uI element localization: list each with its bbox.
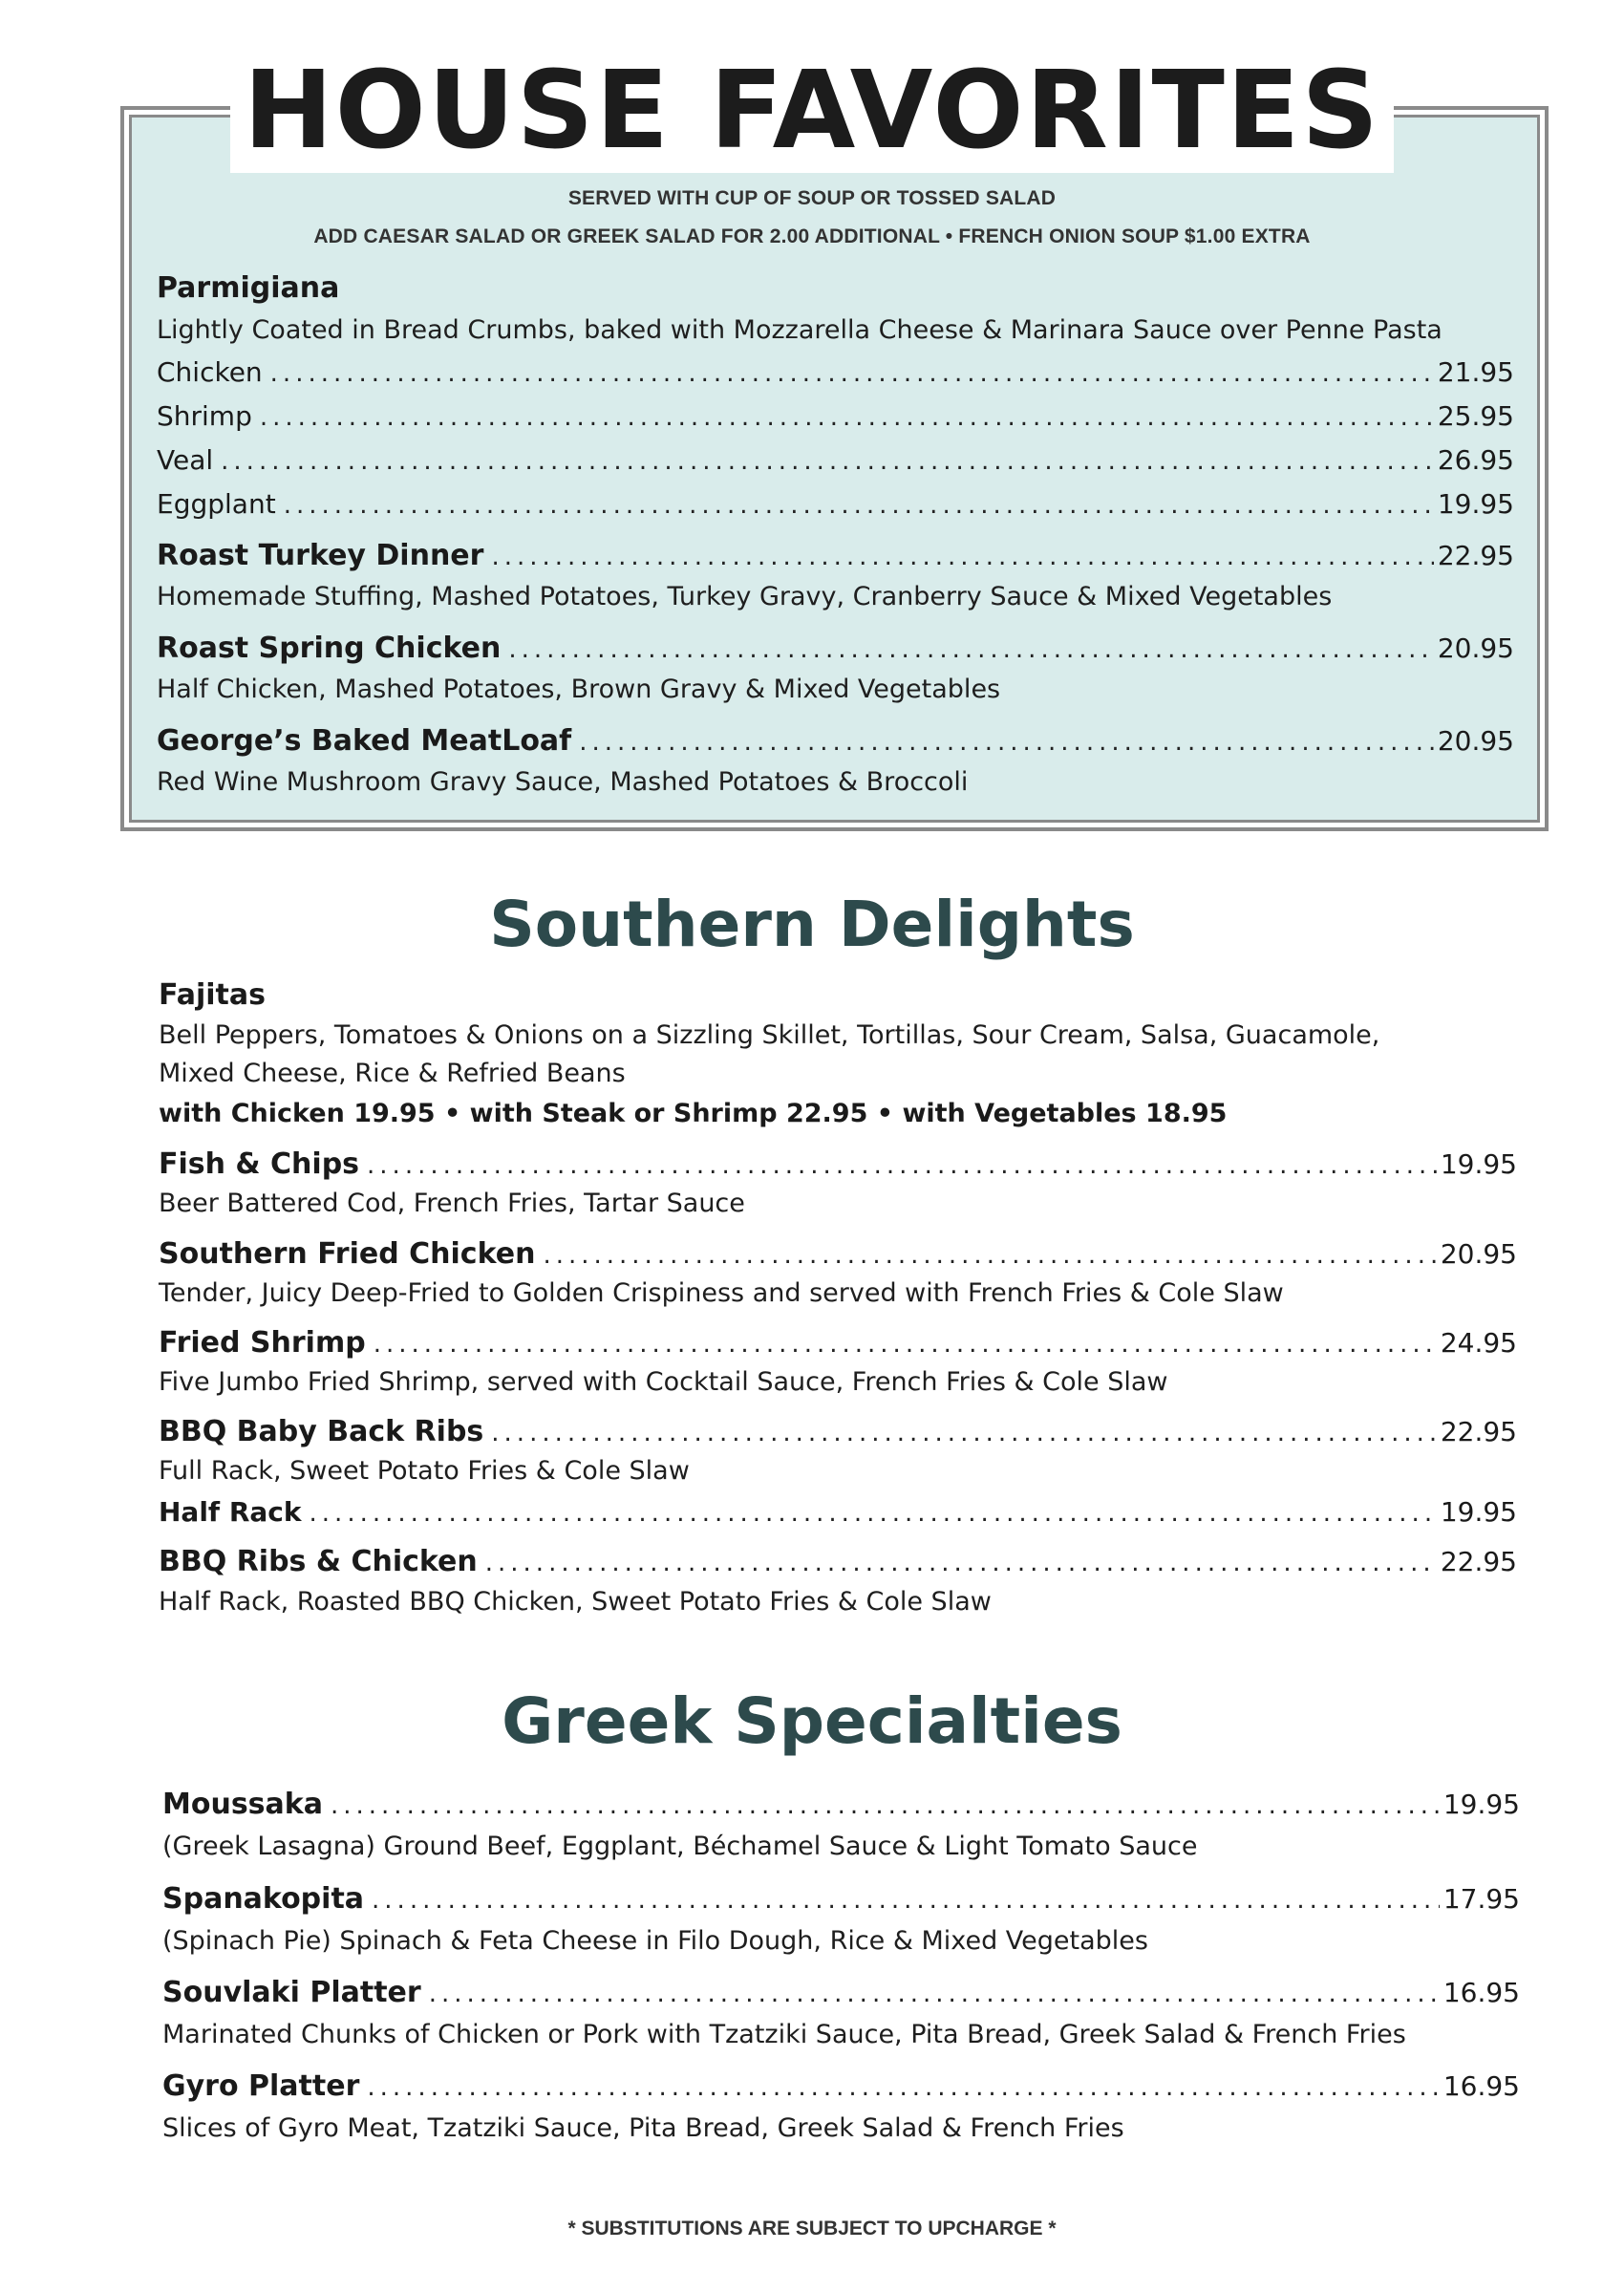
- leader-dots: [543, 1241, 1436, 1270]
- menu-item-row: [162, 1976, 1520, 2009]
- item-name: Roast Turkey Dinner: [157, 539, 484, 572]
- item-price: 19.95: [1442, 1789, 1520, 1820]
- item-name: Souvlaki Platter: [162, 1976, 421, 2009]
- item-name: Spanakopita: [162, 1882, 365, 1916]
- leader-dots: [221, 447, 1434, 476]
- leader-dots: [491, 543, 1433, 571]
- leader-dots: [508, 635, 1434, 664]
- item-name: Chicken: [157, 356, 263, 388]
- leader-dots: [491, 1419, 1437, 1447]
- fajitas-options: with Chicken 19.95 • with Steak or Shrimp 22.95 • with Vegetables 18.95: [159, 1099, 1228, 1128]
- item-name: Fish & Chips: [159, 1147, 360, 1181]
- item-description: Red Wine Mushroom Gravy Sauce, Mashed Potatoes & Broccoli: [157, 767, 969, 797]
- parmigiana-heading: Parmigiana: [157, 271, 340, 305]
- item-name: Moussaka: [162, 1788, 323, 1821]
- leader-dots: [284, 491, 1434, 520]
- item-price: 16.95: [1442, 2070, 1520, 2102]
- item-price: 22.95: [1437, 540, 1514, 571]
- item-name: Southern Fried Chicken: [159, 1237, 536, 1271]
- item-description: (Spinach Pie) Spinach & Feta Cheese in Filo Dough, Rice & Mixed Vegetables: [162, 1926, 1148, 1956]
- item-price: 21.95: [1437, 356, 1514, 388]
- parmigiana-description: Lightly Coated in Bread Crumbs, baked with Mozzarella Cheese & Marinara Sauce over Penne Pasta: [157, 315, 1442, 345]
- item-description: Slices of Gyro Meat, Tzatziki Sauce, Pita Bread, Greek Salad & French Fries: [162, 2113, 1124, 2143]
- leader-dots: [331, 1791, 1440, 1820]
- substitutions-footer: * SUBSTITUTIONS ARE SUBJECT TO UPCHARGE *: [567, 2218, 1057, 2239]
- item-description: Half Rack, Roasted BBQ Chicken, Sweet Potato Fries & Cole Slaw: [159, 1587, 992, 1617]
- leader-dots: [367, 1151, 1437, 1180]
- menu-item-row: [157, 356, 1514, 388]
- leader-dots: [429, 1980, 1440, 2008]
- item-name: Veal: [157, 444, 214, 476]
- item-description: Five Jumbo Fried Shrimp, served with Cocktail Sauce, French Fries & Cole Slaw: [159, 1367, 1168, 1397]
- item-name: Roast Spring Chicken: [157, 632, 502, 665]
- menu-item-row: [159, 1326, 1517, 1360]
- item-name: Eggplant: [157, 488, 276, 520]
- item-description: Half Chicken, Mashed Potatoes, Brown Gravy & Mixed Vegetables: [157, 675, 1001, 704]
- menu-item-row: [157, 539, 1514, 572]
- leader-dots: [372, 1886, 1440, 1915]
- leader-dots: [310, 1499, 1437, 1528]
- menu-item-row: [157, 632, 1514, 665]
- menu-item-row: [162, 1882, 1520, 1916]
- southern-delights-title: Southern Delights: [489, 888, 1135, 961]
- menu-item-row: [157, 724, 1514, 758]
- item-name: Half Rack: [159, 1496, 302, 1528]
- item-name: Shrimp: [157, 400, 252, 432]
- fajitas-description-1: Bell Peppers, Tomatoes & Onions on a Sizzling Skillet, Tortillas, Sour Cream, Salsa, Guacamole,: [159, 1020, 1380, 1050]
- item-price: 19.95: [1437, 488, 1514, 520]
- menu-item-row: [159, 1237, 1517, 1271]
- item-description: Beer Battered Cod, French Fries, Tartar Sauce: [159, 1189, 745, 1218]
- fajitas-heading: Fajitas: [159, 978, 266, 1012]
- item-price: 26.95: [1437, 444, 1514, 476]
- menu-item-row: [157, 444, 1514, 476]
- menu-item-row: [159, 1545, 1517, 1578]
- item-name: BBQ Baby Back Ribs: [159, 1415, 484, 1448]
- item-price: 17.95: [1442, 1883, 1520, 1915]
- add-salad-note: ADD CAESAR SALAD OR GREEK SALAD FOR 2.00 ADDITIONAL • FRENCH ONION SOUP $1.00 EXTRA: [313, 225, 1311, 247]
- item-description: Homemade Stuffing, Mashed Potatoes, Turkey Gravy, Cranberry Sauce & Mixed Vegetables: [157, 582, 1333, 611]
- menu-item-row: [159, 1147, 1517, 1181]
- item-price: 22.95: [1440, 1546, 1517, 1577]
- leader-dots: [374, 1330, 1437, 1359]
- item-price: 20.95: [1437, 725, 1514, 757]
- item-price: 22.95: [1440, 1416, 1517, 1447]
- item-price: 19.95: [1440, 1496, 1517, 1528]
- leader-dots: [579, 728, 1434, 757]
- item-price: 16.95: [1442, 1977, 1520, 2008]
- item-name: Gyro Platter: [162, 2069, 360, 2103]
- item-description: Full Rack, Sweet Potato Fries & Cole Slaw: [159, 1456, 690, 1486]
- item-name: George’s Baked MeatLoaf: [157, 724, 572, 758]
- leader-dots: [367, 2073, 1439, 2102]
- leader-dots: [260, 403, 1434, 432]
- item-price: 20.95: [1440, 1238, 1517, 1270]
- leader-dots: [485, 1549, 1437, 1577]
- house-favorites-title: HOUSE FAVORITES: [0, 57, 1624, 164]
- menu-item-row: [162, 1788, 1520, 1821]
- served-with-note: SERVED WITH CUP OF SOUP OR TOSSED SALAD: [567, 187, 1057, 209]
- menu-item-row: [157, 488, 1514, 520]
- item-description: Tender, Juicy Deep-Fried to Golden Crispiness and served with French Fries & Cole Slaw: [159, 1278, 1284, 1308]
- fajitas-description-2: Mixed Cheese, Rice & Refried Beans: [159, 1059, 626, 1088]
- menu-item-row: [159, 1415, 1517, 1448]
- item-price: 20.95: [1437, 632, 1514, 664]
- item-price: 24.95: [1440, 1327, 1517, 1359]
- item-description: (Greek Lasagna) Ground Beef, Eggplant, Béchamel Sauce & Light Tomato Sauce: [162, 1832, 1198, 1861]
- menu-item-row: [159, 1496, 1517, 1528]
- item-description: Marinated Chunks of Chicken or Pork with Tzatziki Sauce, Pita Bread, Greek Salad & French Fries: [162, 2020, 1406, 2049]
- item-price: 25.95: [1437, 400, 1514, 432]
- greek-specialties-title: Greek Specialties: [502, 1684, 1122, 1758]
- menu-item-row: [157, 400, 1514, 432]
- menu-item-row: [162, 2069, 1520, 2103]
- item-name: BBQ Ribs & Chicken: [159, 1545, 478, 1578]
- leader-dots: [270, 359, 1434, 388]
- item-price: 19.95: [1440, 1148, 1517, 1180]
- item-name: Fried Shrimp: [159, 1326, 366, 1360]
